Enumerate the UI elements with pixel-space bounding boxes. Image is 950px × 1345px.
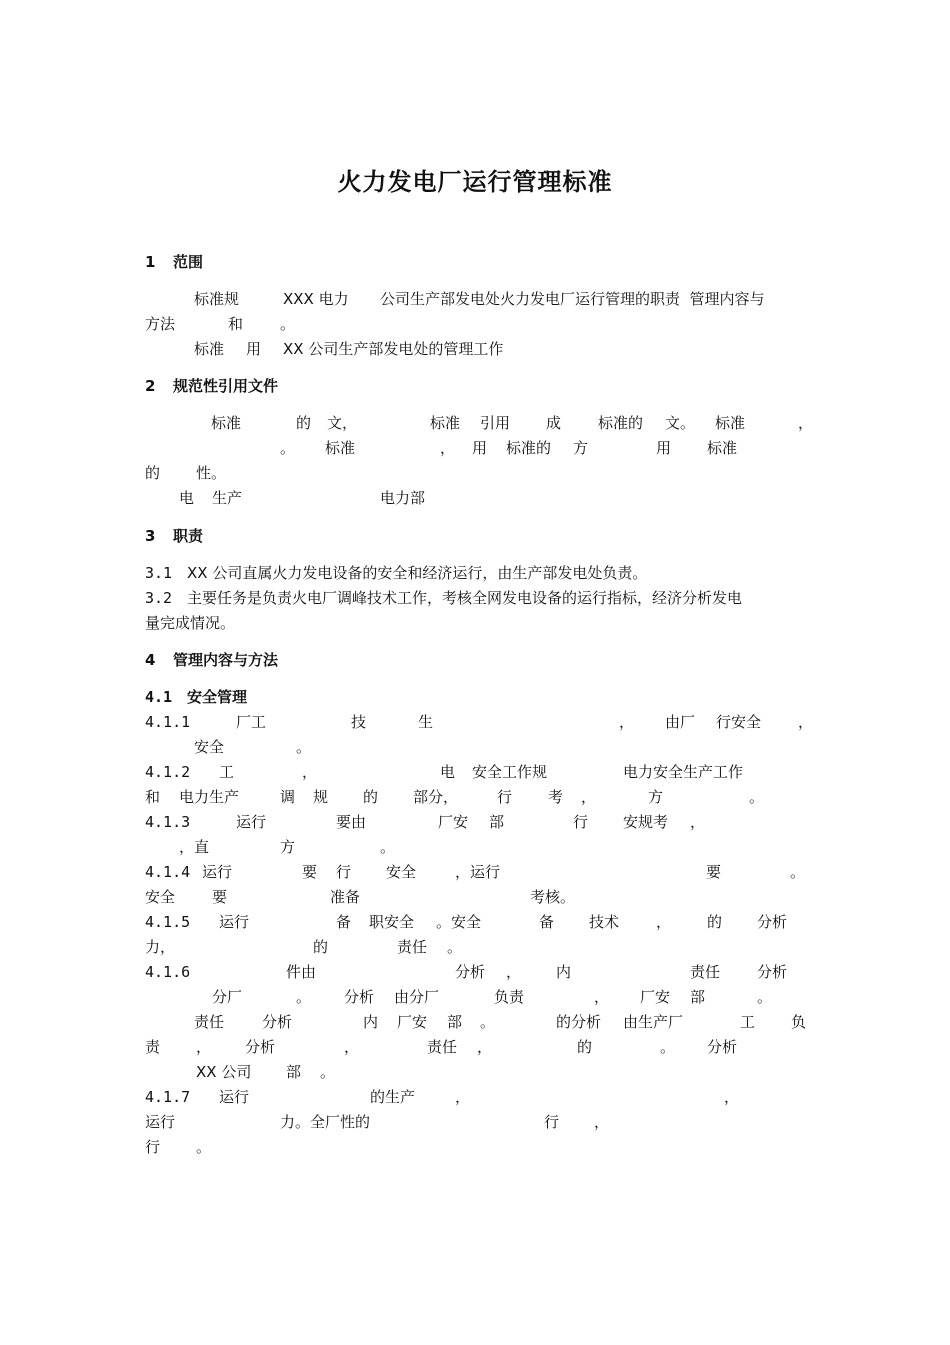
text-fragment: 用 [656,439,672,457]
text-fragment: XX 公司 [196,1063,252,1081]
text-fragment: 技术 [589,913,620,931]
section-heading-text: 职责 [173,527,204,545]
section-heading-text: 管理内容与方法 [173,651,279,669]
text-fragment: 生 [418,713,434,731]
text-fragment: ， [724,1088,740,1106]
text-fragment: 电 [179,489,195,507]
text-fragment: 的 [577,1038,593,1056]
text-fragment: 备 [539,913,555,931]
text-fragment: 运行 [236,813,267,831]
text-fragment: 电力生产 [179,788,240,806]
text-fragment: 部 [447,1013,463,1031]
text-fragment: 用 [246,340,262,358]
section-heading-text: 3 [145,527,156,545]
section-heading-text: 安全管理 [187,688,248,706]
section-heading-text: 范围 [173,253,204,271]
text-fragment: 的 [313,938,329,956]
text-fragment: ， [455,1088,471,1106]
text-fragment: 工 [740,1013,756,1031]
text-fragment: ， [656,913,672,931]
text-fragment: 公司生产部发电处火力发电厂运行管理的职责 管理内容与 [380,290,765,308]
text-fragment: 。 [757,988,773,1006]
text-line [0,862,950,884]
text-fragment: 力， [145,938,176,956]
text-fragment: 规 [313,788,329,806]
text-fragment: 安全 [194,738,225,756]
text-fragment: 。 [296,988,312,1006]
text-fragment: 。安全 [436,913,482,931]
text-fragment: 分析 [707,1038,738,1056]
text-fragment: 部 [286,1063,302,1081]
text-line [0,1137,950,1159]
text-fragment: 力。全厂性的 [280,1113,371,1131]
text-fragment: 。 [196,1138,212,1156]
text-fragment: 安全工作规 [472,763,548,781]
text-fragment: 。 [480,1013,496,1031]
text-fragment: 标准的 [506,439,552,457]
text-fragment: 成 [546,414,562,432]
text-fragment: 和 [228,315,244,333]
text-fragment: 职安全 [369,913,415,931]
text-fragment: 备 [336,913,352,931]
text-fragment: ， [594,988,610,1006]
text-line [0,650,950,672]
text-fragment: 技 [351,713,367,731]
text-fragment: 工 [219,763,235,781]
text-line [0,1112,950,1134]
text-fragment: 厂安 [397,1013,428,1031]
section-heading-text: 规范性引用文件 [173,377,279,395]
section-heading-text: 4 [145,651,156,669]
section-heading-text: 1 [145,253,156,271]
text-fragment: 的 [296,414,312,432]
text-line [0,339,950,361]
text-fragment: 由分厂 [394,988,440,1006]
text-line [0,314,950,336]
text-line [0,1012,950,1034]
text-fragment: 负责 [494,988,525,1006]
text-fragment: 安全 [386,863,417,881]
text-fragment: 用 [472,439,488,457]
text-line [0,887,950,909]
text-fragment: 4.1.3 [145,813,191,831]
text-fragment: 责任 [690,963,721,981]
text-fragment: 文， [327,414,358,432]
text-fragment: 量完成情况。 [145,614,236,632]
text-fragment: 运行 [219,1088,250,1106]
text-fragment: 厂工 [236,713,267,731]
text-line [0,912,950,934]
text-fragment: 。 [660,1038,676,1056]
text-fragment: 考 [548,788,564,806]
text-fragment: 运行 [145,1113,176,1131]
text-fragment: 厂安 [438,813,469,831]
text-fragment: ， [302,763,318,781]
text-fragment: 标准的 [598,414,644,432]
text-fragment: 安全 [145,888,176,906]
text-line [0,812,950,834]
text-fragment: XX 公司直属火力发电设备的安全和经济运行，由生产部发电处负责。 [187,564,648,582]
text-line [0,289,950,311]
text-fragment: 电 [440,763,456,781]
text-fragment: 行 [497,788,513,806]
text-fragment: 责任 [194,1013,225,1031]
text-fragment: 负 [791,1013,807,1031]
text-fragment: ， [798,414,814,432]
text-fragment: 主要任务是负责火电厂调峰技术工作，考核全网发电设备的运行指标，经济分析发电 [187,589,743,607]
text-fragment: ， [196,1038,212,1056]
text-fragment: 4.1.5 [145,913,191,931]
text-line [0,438,950,460]
text-fragment: ， [594,1113,610,1131]
text-fragment: 责任 [427,1038,458,1056]
text-line [0,987,950,1009]
text-fragment: 行 [145,1138,161,1156]
text-fragment: 标准 [715,414,746,432]
text-line [0,413,950,435]
text-fragment: 要 [706,863,722,881]
text-line [0,613,950,635]
text-fragment: 部 [489,813,505,831]
text-fragment: 4.1.4 [145,863,191,881]
text-fragment: 调 [280,788,296,806]
section-heading-text: 4.1 [145,688,173,706]
text-fragment: 安规考 [623,813,669,831]
text-fragment: 4.1.2 [145,763,191,781]
text-fragment: 运行 [202,863,233,881]
text-fragment: ，直 [179,838,210,856]
text-fragment: 由厂 [665,713,696,731]
text-line [0,712,950,734]
text-fragment: 方法 [145,315,176,333]
text-fragment: 厂安 [640,988,671,1006]
text-fragment: 4.1.7 [145,1088,191,1106]
text-line [0,1062,950,1084]
text-line [0,252,950,274]
text-fragment: 文。 [665,414,696,432]
text-fragment: 性。 [196,464,227,482]
text-fragment: 方 [573,439,589,457]
text-fragment: ， [798,713,814,731]
text-fragment: 分析 [262,1013,293,1031]
text-fragment: 行 [573,813,589,831]
text-line [0,787,950,809]
text-line [0,1037,950,1059]
text-fragment: 标准 [430,414,461,432]
text-line [0,962,950,984]
text-fragment: 和 [145,788,161,806]
text-line [0,1087,950,1109]
text-fragment: XXX 电力 [283,290,349,308]
text-fragment: 4.1.1 [145,713,191,731]
text-fragment: 部分， [413,788,459,806]
text-fragment: 标准 [325,439,356,457]
text-fragment: 由生产厂 [623,1013,684,1031]
text-fragment: ， [690,813,706,831]
text-fragment: 责 [145,1038,161,1056]
text-fragment: 3.2 [145,589,173,607]
text-fragment: 部 [690,988,706,1006]
text-line [0,463,950,485]
text-fragment: 要 [302,863,318,881]
text-fragment: ，运行 [455,863,501,881]
text-fragment: ， [477,1038,493,1056]
text-fragment: 分析 [455,963,486,981]
text-fragment: XX 公司生产部发电处的管理工作 [283,340,504,358]
text-fragment: ， [344,1038,360,1056]
text-fragment: 的 [363,788,379,806]
text-line [0,526,950,548]
text-fragment: 标准规 [194,290,240,308]
text-line [0,837,950,859]
text-fragment: ， [619,713,635,731]
text-fragment: 3.1 [145,564,173,582]
text-fragment: 考核。 [530,888,576,906]
text-line [0,937,950,959]
text-line [0,737,950,759]
text-fragment: 要由 [336,813,367,831]
text-fragment: 。 [280,439,296,457]
text-fragment: 标准 [707,439,738,457]
text-fragment: ， [506,963,522,981]
text-line [0,687,950,709]
text-line [0,762,950,784]
document-title: 火力发电厂运行管理标准 [337,168,613,196]
text-line [0,563,950,585]
text-fragment: 。 [296,738,312,756]
text-line [0,376,950,398]
text-fragment: 。 [320,1063,336,1081]
text-line [0,588,950,610]
text-fragment: 。 [447,938,463,956]
text-fragment: 电力部 [380,489,426,507]
text-fragment: 分析 [245,1038,276,1056]
text-fragment: 电力安全生产工作 [623,763,744,781]
text-fragment: 准备 [330,888,361,906]
text-fragment: 内 [556,963,572,981]
text-fragment: 方 [648,788,664,806]
text-fragment: 内 [363,1013,379,1031]
text-fragment: 行 [544,1113,560,1131]
text-fragment: 运行 [219,913,250,931]
text-fragment: 分析 [757,913,788,931]
text-fragment: 的 [707,913,723,931]
text-fragment: 标准 [194,340,225,358]
text-fragment: 分析 [344,988,375,1006]
text-fragment: 4.1.6 [145,963,191,981]
text-fragment: 行安全 [716,713,762,731]
text-fragment: 件由 [286,963,317,981]
text-fragment: 的生产 [370,1088,416,1106]
text-fragment: 标准 [211,414,242,432]
text-line [0,488,950,510]
text-fragment: 引用 [480,414,511,432]
text-fragment: 。 [790,863,806,881]
text-fragment: 行 [336,863,352,881]
text-fragment: 的分析 [556,1013,602,1031]
text-fragment: 。 [380,838,396,856]
text-fragment: 责任 [397,938,428,956]
text-fragment: 分厂 [212,988,243,1006]
text-fragment: 生产 [212,489,243,507]
text-fragment: 方 [280,838,296,856]
text-fragment: 。 [749,788,765,806]
text-fragment: 。 [280,315,296,333]
text-fragment: 分析 [757,963,788,981]
text-fragment: 要 [212,888,228,906]
section-heading-text: 2 [145,377,156,395]
text-fragment: 的 [145,464,161,482]
text-fragment: ， [440,439,456,457]
text-fragment: ， [581,788,597,806]
